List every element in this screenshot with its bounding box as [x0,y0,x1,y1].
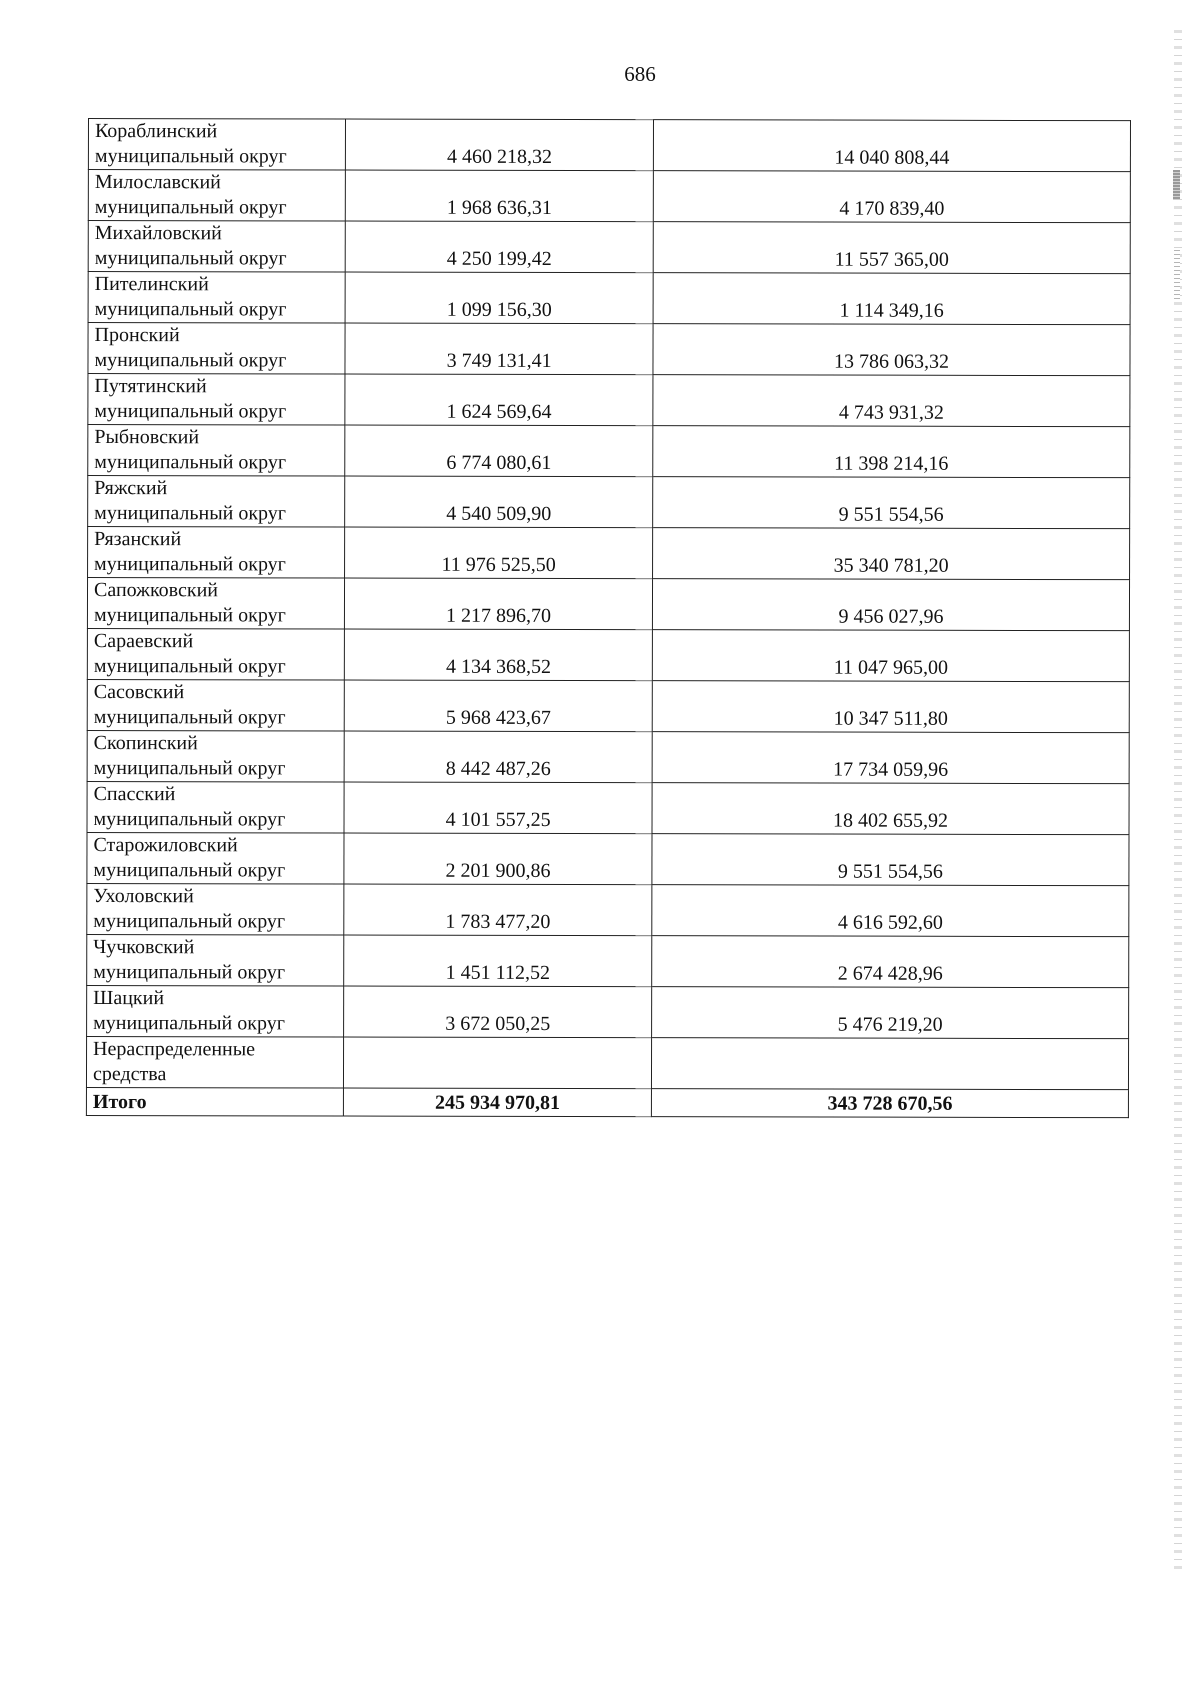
value-cell-1: 4 101 557,25 [344,782,652,834]
district-name-line-2: муниципальный округ [93,706,286,729]
district-name-line-1: Ряжский [94,477,168,500]
district-name-line-1: Пронский [94,324,180,347]
value-cell-1: 4 540 509,90 [345,476,653,528]
value-cell-2: 11 557 365,00 [653,222,1130,274]
table-row [87,883,1129,936]
district-name-line-1: Нераспределенные [93,1038,256,1061]
district-name-cell [87,934,344,986]
value-cell-1: 2 201 900,86 [344,833,652,885]
district-name-line-2: муниципальный округ [93,808,286,831]
table-body [86,119,1130,1118]
district-name-cell [88,374,345,426]
value-cell-1: 1 624 569,64 [345,374,653,426]
table-row [87,578,1129,631]
table-row [88,425,1130,478]
value-cell-1: 11 976 525,50 [345,527,653,579]
district-name-line-2: муниципальный округ [94,349,287,372]
value-cell-1: 1 217 896,70 [345,578,653,630]
district-name-line-2: муниципальный округ [94,451,287,474]
total-label: Итого [86,1087,343,1116]
value-cell-1: 3 672 050,25 [344,986,652,1038]
value-cell-1: 4 134 368,52 [345,629,653,681]
total-row [86,1087,1128,1117]
value-cell-2: 9 551 554,56 [652,834,1129,886]
value-cell-1: 6 774 080,61 [345,425,653,477]
district-name-cell [86,1036,343,1088]
district-name-cell [88,119,345,171]
value-cell-2: 2 674 428,96 [652,936,1129,988]
district-name-line-1: Ухоловский [93,885,194,908]
district-name-cell [87,832,344,884]
district-name-line-1: Спасский [93,783,176,806]
district-name-cell [87,883,344,935]
district-name-line-1: Сасовский [93,681,185,704]
scan-edge-artifact [1174,250,1180,300]
district-name-line-1: Сараевский [93,630,194,653]
table-row [87,934,1129,987]
district-name-cell [88,170,345,222]
district-name-cell [87,679,344,731]
scan-edge-artifact [1173,170,1180,200]
table-row [88,272,1130,325]
district-name-line-2: муниципальный округ [94,145,287,168]
value-cell-2: 5 476 219,20 [652,987,1129,1039]
value-cell-2: 18 402 655,92 [652,783,1129,835]
table-row [86,1036,1128,1089]
district-name-line-2: средства [92,1063,167,1086]
allocation-table [86,118,1131,1118]
district-name-line-1: Михайловский [94,222,222,245]
value-cell-2: 11 047 965,00 [652,630,1129,682]
value-cell-1 [344,1037,652,1089]
table-row [87,832,1129,885]
table-row [88,323,1130,376]
value-cell-2: 14 040 808,44 [653,120,1130,172]
district-name-cell [88,476,345,528]
district-name-line-1: Скопинский [93,732,198,755]
value-cell-1: 5 968 423,67 [344,680,652,732]
table-row [88,527,1130,580]
value-cell-1: 1 451 112,52 [344,935,652,987]
district-name-line-1: Шацкий [93,987,165,1010]
table-row [87,781,1129,834]
district-name-cell [87,985,344,1037]
table-row [87,985,1129,1038]
district-name-line-2: муниципальный округ [93,757,286,780]
district-name-cell [87,628,344,680]
table-row [87,628,1129,681]
district-name-cell [88,272,345,324]
district-name-line-2: муниципальный округ [94,196,287,219]
value-cell-2: 4 743 931,32 [653,375,1130,427]
value-cell-1: 4 250 199,42 [345,221,653,273]
total-value-2: 343 728 670,56 [651,1089,1128,1118]
table-row [88,221,1130,274]
table-row [88,170,1130,223]
district-name-line-2: муниципальный округ [94,247,287,270]
value-cell-2: 9 456 027,96 [652,579,1129,631]
district-name-line-2: муниципальный округ [94,400,287,423]
district-name-cell [87,730,344,782]
value-cell-2: 13 786 063,32 [653,324,1130,376]
value-cell-1: 3 749 131,41 [345,323,653,375]
table-row [88,119,1130,172]
value-cell-1: 1 783 477,20 [344,884,652,936]
value-cell-2: 10 347 511,80 [652,681,1129,733]
district-name-line-2: муниципальный округ [94,502,287,525]
district-name-line-2: муниципальный округ [93,859,286,882]
value-cell-2: 4 616 592,60 [652,885,1129,937]
district-name-line-2: муниципальный округ [93,910,286,933]
district-name-cell [88,323,345,375]
district-name-line-1: Путятинский [94,375,207,398]
table-row [87,730,1129,783]
district-name-line-1: Кораблинский [94,120,218,143]
district-name-cell [87,781,344,833]
district-name-line-2: муниципальный округ [94,553,286,576]
district-name-cell [87,578,344,630]
page-number: 686 [624,62,656,86]
value-cell-1: 8 442 487,26 [344,731,652,783]
district-name-line-1: Старожиловский [93,834,238,857]
value-cell-2: 35 340 781,20 [653,528,1130,580]
district-name-line-1: Милославский [94,171,221,194]
district-name-cell [88,527,345,579]
total-value-1: 245 934 970,81 [344,1088,652,1117]
district-name-line-2: муниципальный округ [93,961,286,984]
district-name-line-2: муниципальный округ [93,655,286,678]
district-name-line-2: муниципальный округ [93,604,286,627]
district-name-line-1: Рязанский [94,528,182,551]
table-row [88,374,1130,427]
value-cell-2: 1 114 349,16 [653,273,1130,325]
value-cell-1: 1 968 636,31 [345,170,653,222]
value-cell-2: 4 170 839,40 [653,171,1130,223]
district-name-cell [88,221,345,273]
district-name-line-2: муниципальный округ [93,1012,285,1035]
value-cell-1: 4 460 218,32 [346,119,654,171]
value-cell-2 [651,1038,1128,1090]
district-name-line-1: Чучковский [93,936,195,959]
district-name-line-1: Пителинский [94,273,209,296]
table-row [87,679,1129,732]
district-name-line-2: муниципальный округ [94,298,287,321]
value-cell-2: 17 734 059,96 [652,732,1129,784]
value-cell-2: 11 398 214,16 [653,426,1130,478]
value-cell-2: 9 551 554,56 [653,477,1130,529]
district-name-line-1: Рыбновский [94,426,200,449]
table-row [88,476,1130,529]
district-name-cell [88,425,345,477]
district-name-line-1: Сапожковский [93,579,219,602]
value-cell-1: 1 099 156,30 [345,272,653,324]
